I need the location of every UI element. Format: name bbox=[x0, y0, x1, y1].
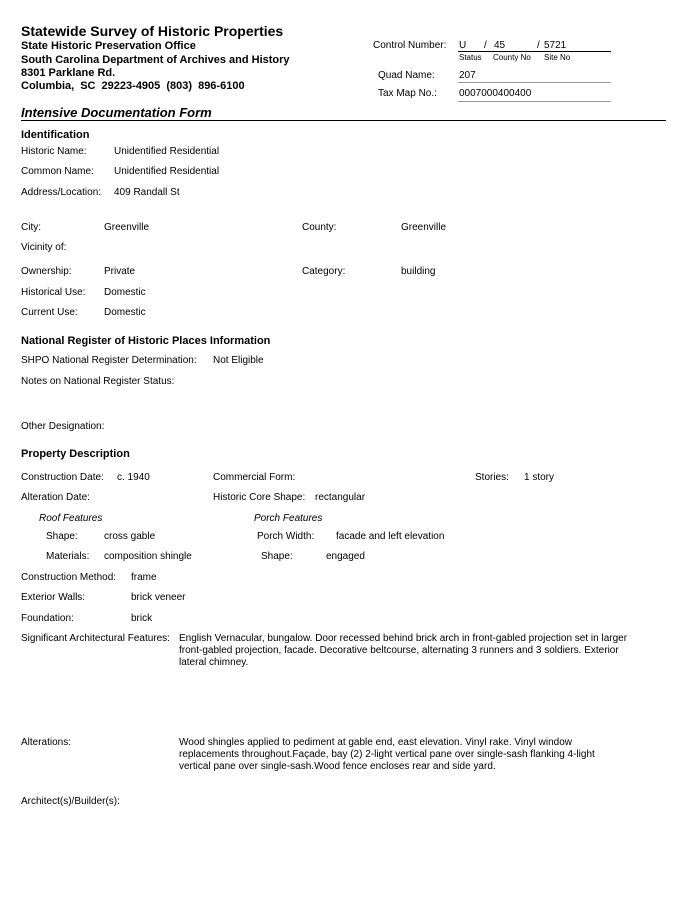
field-label: Common Name: bbox=[21, 166, 94, 177]
field-label: County: bbox=[302, 222, 337, 233]
field-common-name bbox=[21, 166, 700, 178]
field-label: City: bbox=[21, 222, 41, 233]
field-label: Stories: bbox=[475, 472, 509, 483]
field-label: Materials: bbox=[46, 551, 90, 562]
survey-title: Statewide Survey of Historic Properties bbox=[21, 23, 284, 39]
field-row-alteration-date bbox=[21, 492, 700, 504]
control-number-label: Control Number: bbox=[373, 40, 447, 51]
field-value: facade and left elevation bbox=[336, 531, 445, 542]
field-value: engaged bbox=[326, 551, 365, 562]
field-historic-name bbox=[21, 146, 700, 158]
county-sublabel: County No bbox=[493, 53, 531, 62]
field-value: rectangular bbox=[315, 492, 366, 503]
alterations-label: Alterations: bbox=[21, 737, 72, 748]
field-label: Construction Method: bbox=[21, 572, 117, 583]
field-row-city-county bbox=[21, 222, 700, 234]
control-status-value: U bbox=[459, 40, 467, 51]
quad-name-label: Quad Name: bbox=[378, 70, 435, 81]
quad-name-underline bbox=[458, 82, 611, 83]
field-label: Shape: bbox=[261, 551, 293, 562]
field-row-ownership-category bbox=[21, 266, 700, 278]
field-other-designation bbox=[21, 421, 700, 433]
field-label: Notes on National Register Status: bbox=[21, 376, 175, 387]
field-row-roof-shape bbox=[0, 531, 700, 543]
field-value: Unidentified Residential bbox=[114, 166, 220, 177]
field-nr-notes bbox=[21, 376, 700, 388]
field-construction-method bbox=[21, 572, 700, 584]
field-label: Ownership: bbox=[21, 266, 72, 277]
field-label: Vicinity of: bbox=[21, 242, 67, 253]
control-number-underline bbox=[458, 51, 611, 52]
field-value: brick veneer bbox=[131, 592, 186, 603]
section-heading-national-register: National Register of Historic Places Information bbox=[21, 335, 271, 347]
alterations-value: Wood shingles applied to pediment at gable end, east elevation. Vinyl rake. Vinyl window replacements throughout.Façade, bay (2) 2-light vertical pane over single-sash flanking 4-light vertical pane over single-sash.Wood fence encloses rear and side yard. bbox=[179, 737, 595, 772]
field-value: Private bbox=[104, 266, 136, 277]
porch-features-heading: Porch Features bbox=[254, 513, 323, 524]
quad-name-value: 207 bbox=[459, 70, 476, 81]
field-value: Domestic bbox=[104, 307, 146, 318]
field-label: Historic Core Shape: bbox=[213, 492, 306, 503]
form-title: Intensive Documentation Form bbox=[21, 105, 212, 120]
field-current-use bbox=[21, 307, 700, 319]
field-value: Domestic bbox=[104, 287, 146, 298]
site-sublabel: Site No bbox=[544, 53, 571, 62]
field-label: Current Use: bbox=[21, 307, 78, 318]
field-label: Shape: bbox=[46, 531, 78, 542]
field-value: c. 1940 bbox=[117, 472, 150, 483]
field-row-construction-date bbox=[21, 472, 700, 484]
field-value: frame bbox=[131, 572, 157, 583]
office-line: State Historic Preservation Office bbox=[21, 40, 196, 52]
field-vicinity bbox=[21, 242, 700, 254]
field-exterior-walls bbox=[21, 592, 700, 604]
field-label: Historical Use: bbox=[21, 287, 86, 298]
tax-map-value: 0007000400400 bbox=[459, 88, 532, 99]
control-separator: / bbox=[484, 40, 487, 51]
field-value: 409 Randall St bbox=[114, 187, 180, 198]
field-value: 1 story bbox=[524, 472, 555, 483]
office-line: 8301 Parklane Rd. bbox=[21, 67, 116, 79]
field-value: Greenville bbox=[104, 222, 150, 233]
office-line: Columbia, SC 29223-4905 (803) 896-6100 bbox=[21, 80, 245, 92]
field-value: cross gable bbox=[104, 531, 156, 542]
field-value: Greenville bbox=[401, 222, 447, 233]
field-label: SHPO National Register Determination: bbox=[21, 355, 197, 366]
field-label: Historic Name: bbox=[21, 146, 87, 157]
field-row-roof-materials bbox=[0, 551, 700, 563]
field-nr-determination bbox=[21, 355, 700, 367]
field-value: brick bbox=[131, 613, 153, 624]
control-county-value: 45 bbox=[494, 40, 506, 51]
significant-features-value: English Vernacular, bungalow. Door recessed behind brick arch in front-gabled projection set in larger front-gabled projection, facade. Decorative beltcourse, alternating 3 runners and 3 soldiers. Exterior lateral chimney. bbox=[179, 633, 628, 668]
field-label: Alteration Date: bbox=[21, 492, 90, 503]
field-historical-use bbox=[21, 287, 700, 299]
field-value: Unidentified Residential bbox=[114, 146, 220, 157]
tax-map-label: Tax Map No.: bbox=[378, 88, 437, 99]
significant-features-label: Significant Architectural Features: bbox=[21, 633, 170, 644]
field-address bbox=[21, 187, 700, 199]
field-label: Address/Location: bbox=[21, 187, 102, 198]
field-foundation bbox=[21, 613, 700, 625]
field-value: composition shingle bbox=[104, 551, 192, 562]
field-label: Exterior Walls: bbox=[21, 592, 86, 603]
field-value: Not Eligible bbox=[213, 355, 264, 366]
field-label: Construction Date: bbox=[21, 472, 104, 483]
section-heading-property-description: Property Description bbox=[21, 448, 130, 460]
field-label: Commercial Form: bbox=[213, 472, 296, 483]
section-heading-identification: Identification bbox=[21, 129, 90, 141]
field-label: Other Designation: bbox=[21, 421, 105, 432]
tax-map-underline bbox=[458, 101, 611, 102]
roof-features-heading: Roof Features bbox=[39, 513, 103, 524]
architects-label: Architect(s)/Builder(s): bbox=[21, 796, 120, 807]
form-title-rule bbox=[21, 120, 666, 121]
field-label: Foundation: bbox=[21, 613, 74, 624]
control-site-value: 5721 bbox=[544, 40, 567, 51]
field-value: building bbox=[401, 266, 436, 277]
field-label: Category: bbox=[302, 266, 346, 277]
status-sublabel: Status bbox=[459, 53, 482, 62]
field-label: Porch Width: bbox=[257, 531, 315, 542]
control-separator: / bbox=[537, 40, 540, 51]
office-line: South Carolina Department of Archives and History bbox=[21, 54, 290, 66]
